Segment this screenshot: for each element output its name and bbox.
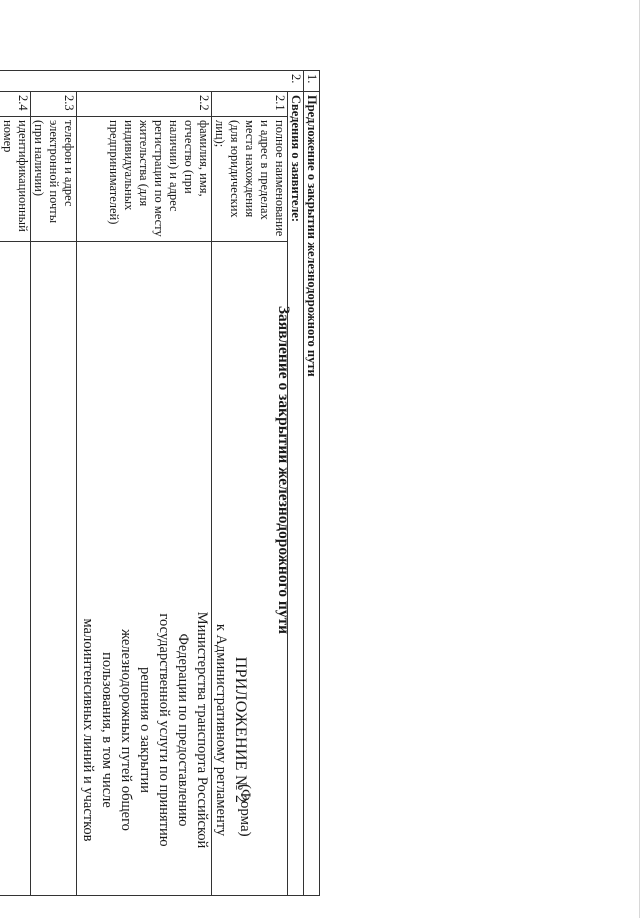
subrow-number: 2.3 <box>31 92 77 117</box>
table-row <box>77 71 212 896</box>
appendix-line: решения о закрытии <box>137 666 153 794</box>
table-row <box>288 71 304 896</box>
section-heading: Сведения о заявителе: <box>288 92 304 896</box>
appendix-line: Министерства транспорта Российской <box>194 611 210 849</box>
document-title: Заявление о закрытии железнодорожного пути <box>275 305 292 635</box>
table-row <box>0 71 31 896</box>
row-heading: Предложение о закрытии железнодорожного пути <box>304 92 320 896</box>
subrow-number: 2.1 <box>212 92 288 117</box>
application-table <box>0 70 320 896</box>
subrow-number: 2.4 <box>0 92 31 117</box>
table-row <box>304 71 320 896</box>
subrow-number: 2.2 <box>77 92 212 117</box>
field-label: фамилия, имя, отчество (при наличии) и адрес регистрации по месту жительства (для индивидуальных предпринимателей) <box>77 117 212 242</box>
table-row <box>31 71 77 896</box>
appendix-line: малоинтенсивных линий и участков <box>80 618 96 842</box>
row-number: 1. <box>304 71 320 92</box>
appendix-line: государственной услуги по принятию <box>156 613 172 847</box>
table-row <box>212 71 288 896</box>
form-label: (Форма) <box>237 784 253 837</box>
field-value-cell[interactable] <box>77 242 212 896</box>
field-label: идентификационный номер <box>0 117 31 242</box>
field-value-cell[interactable] <box>212 242 288 896</box>
appendix-title: ПРИЛОЖЕНИЕ № 2 <box>232 656 249 804</box>
appendix-line: к Административному регламенту <box>213 623 229 837</box>
field-value-cell[interactable] <box>0 242 31 896</box>
appendix-line: железнодорожных путей общего <box>118 629 134 831</box>
field-label: полное наименование и адрес в пределах места нахождения (для юридических лиц); <box>212 117 288 242</box>
field-label: телефон и адрес электронной почты (при наличии) <box>31 117 77 242</box>
field-value-cell[interactable] <box>31 242 77 896</box>
appendix-line: Федерации по предоставлению <box>175 633 191 827</box>
row-number: 2. <box>0 71 304 92</box>
appendix-line: пользования, в том числе <box>99 652 115 808</box>
